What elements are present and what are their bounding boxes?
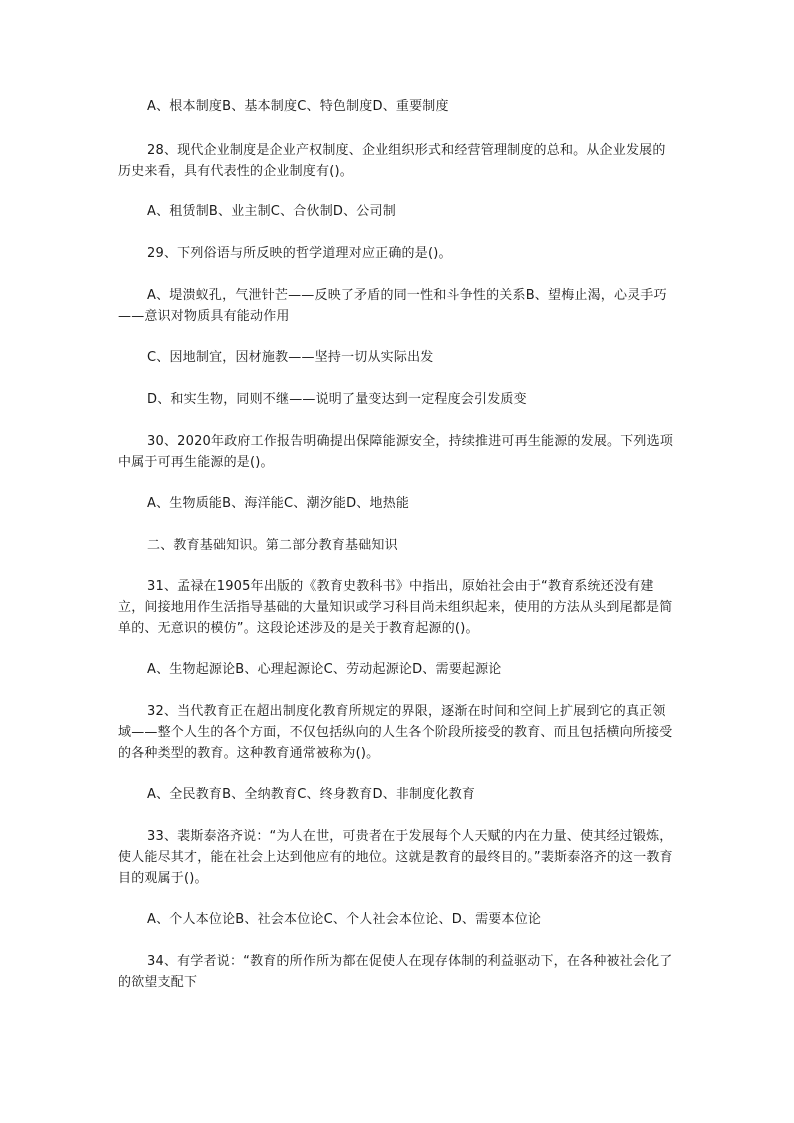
question-34: 34、有学者说：“教育的所作所为都在促使人在现存体制的利益驱动下，在各种被社会化了的欲望支配下	[118, 954, 673, 990]
option-line-q29-ab: A、堤溃蚁孔，气泄针芒——反映了矛盾的同一性和斗争性的关系B、望梅止渴，心灵手巧——意识对物质具有能动作用	[118, 288, 667, 324]
option-line-q27: A、根本制度B、基本制度C、特色制度D、重要制度	[147, 99, 449, 114]
question-29: 29、下列俗语与所反映的哲学道理对应正确的是()。	[147, 246, 452, 261]
question-31: 31、孟禄在1905年出版的《教育史教科书》中指出，原始社会由于“教育系统还没有建立，间接地用作生活指导基础的大量知识或学习科目尚未组织起来，使用的方法从头到尾都是简单的、无意识的模仿”。这段论述涉及的是关于教育起源的()。	[118, 579, 673, 636]
option-line-q30: A、生物质能B、海洋能C、潮汐能D、地热能	[147, 496, 410, 511]
section-heading: 二、教育基础知识。第二部分教育基础知识	[147, 538, 398, 553]
question-30: 30、2020年政府工作报告明确提出保障能源安全，持续推进可再生能源的发展。下列选项中属于可再生能源的是()。	[118, 434, 674, 470]
option-line-q33: A、个人本位论B、社会本位论C、个人社会本位论、D、需要本位论	[147, 912, 542, 927]
option-line-q29-c: C、因地制宜，因材施教——坚持一切从实际出发	[147, 350, 434, 365]
option-line-q28: A、租赁制B、业主制C、合伙制D、公司制	[147, 204, 396, 219]
option-line-q31: A、生物起源论B、心理起源论C、劳动起源论D、需要起源论	[147, 662, 502, 677]
question-32: 32、当代教育正在超出制度化教育所规定的界限，逐渐在时间和空间上扩展到它的真正领域——整个人生的各个方面，不仅包括纵向的人生各个阶段所接受的教育、而且包括横向所接受的各种类型的教育。这种教育通常被称为()。	[118, 704, 673, 761]
option-line-q29-d: D、和实生物，同则不继——说明了量变达到一定程度会引发质变	[147, 392, 527, 407]
question-28: 28、现代企业制度是企业产权制度、企业组织形式和经营管理制度的总和。从企业发展的历史来看，具有代表性的企业制度有()。	[118, 143, 666, 179]
option-line-q32: A、全民教育B、全纳教育C、终身教育D、非制度化教育	[147, 787, 476, 802]
question-33: 33、裴斯泰洛齐说：“为人在世，可贵者在于发展每个人天赋的内在力量、使其经过锻炼，使人能尽其才，能在社会上达到他应有的地位。这就是教育的最终目的。”裴斯泰洛齐的这一教育目的观属于()。	[118, 829, 673, 886]
